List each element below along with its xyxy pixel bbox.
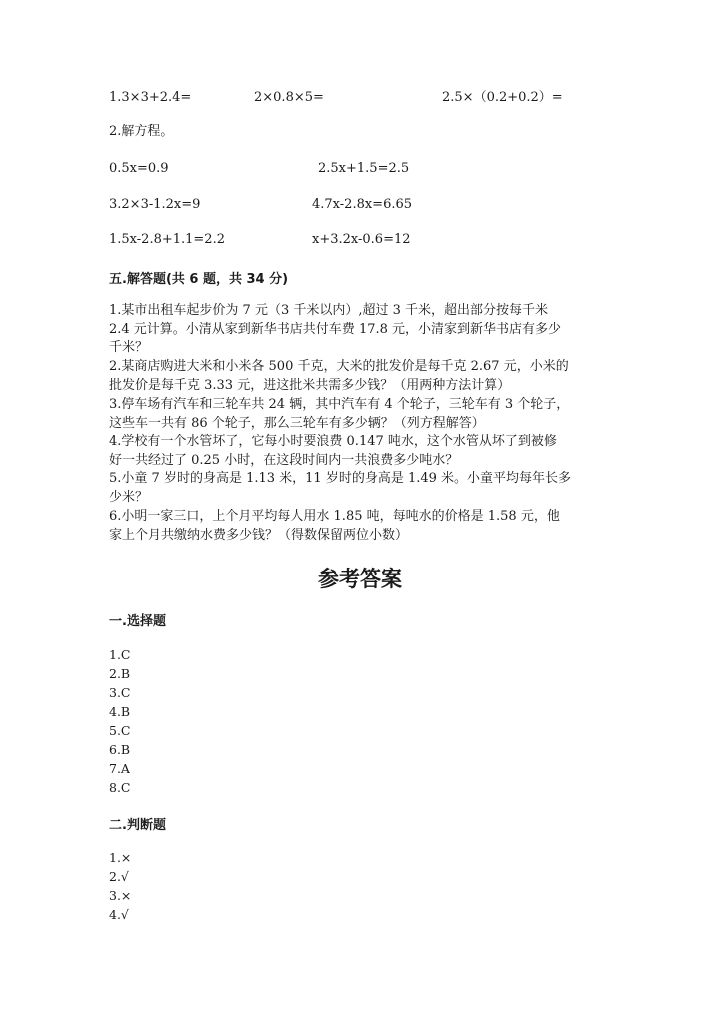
equation-6: x+3.2x-0.6=12 xyxy=(312,232,411,247)
equation-4: 4.7x-2.8x=6.65 xyxy=(312,197,413,212)
equation-3: 3.2×3-1.2x=9 xyxy=(109,197,201,212)
calc-expr-1: 1.3×3+2.4= xyxy=(109,90,192,105)
problem-1: 1.某市出租车起步价为 7 元（3 千米以内）,超过 3 千米，超出部分按每千米 2.4 元计算。小清从家到新华书店共付车费 17.8 元，小清家到新华书店有多少 千米？ xyxy=(109,303,562,356)
calc-expr-3: 2.5×（0.2+0.2）= xyxy=(442,90,563,105)
judge-answer: 1.× xyxy=(109,850,132,865)
problem-2: 2.某商店购进大米和小米各 500 千克，大米的批发价是每千克 2.67 元，小米的 批发价是每千克 3.33 元，进这批米共需多少钱？（用两种方法计算） xyxy=(109,359,569,393)
problem-4: 4.学校有一个水管坏了，它每小时要浪费 0.147 吨水，这个水管从坏了到被修 好一共经过了 0.25 小时，在这段时间内一共浪费多少吨水？ xyxy=(109,434,557,468)
calc-expr-2: 2×0.8×5= xyxy=(254,90,324,105)
choice-answers-title: 一.选择题 xyxy=(109,614,166,629)
judge-answer: 4.√ xyxy=(109,907,129,922)
judge-answer: 3.× xyxy=(109,888,132,903)
equation-1: 0.5x=0.9 xyxy=(109,161,169,176)
answer-key-title: 参考答案 xyxy=(318,566,402,591)
choice-answer: 5.C xyxy=(109,723,131,738)
section-five-title: 五.解答题(共 6 题，共 34 分) xyxy=(109,272,289,287)
judge-answers-title: 二.判断题 xyxy=(109,818,166,833)
choice-answers-list xyxy=(109,645,131,797)
equation-5: 1.5x-2.8+1.1=2.2 xyxy=(109,232,225,247)
choice-answer: 2.B xyxy=(109,666,131,681)
equation-2: 2.5x+1.5=2.5 xyxy=(318,161,410,176)
choice-answer: 8.C xyxy=(109,780,131,795)
choice-answer: 3.C xyxy=(109,685,131,700)
judge-answers-list xyxy=(109,848,131,924)
choice-answer: 4.B xyxy=(109,704,131,719)
solve-equations-title: 2.解方程。 xyxy=(109,124,174,139)
problem-3: 3.停车场有汽车和三轮车共 24 辆，其中汽车有 4 个轮子，三轮车有 3 个轮子， 这些车一共有 86 个轮子，那么三轮车有多少辆？（列方程解答） xyxy=(109,397,570,431)
problem-6: 6.小明一家三口，上个月平均每人用水 1.85 吨，每吨水的价格是 1.58 元，他 家上个月共缴纳水费多少钱？（得数保留两位小数） xyxy=(109,509,560,543)
choice-answer: 1.C xyxy=(109,647,131,662)
choice-answer: 7.A xyxy=(109,761,130,776)
problem-5: 5.小童 7 岁时的身高是 1.13 米，11 岁时的身高是 1.49 米。小童平均每年长多 少米？ xyxy=(109,471,572,505)
choice-answer: 6.B xyxy=(109,742,131,757)
judge-answer: 2.√ xyxy=(109,869,129,884)
